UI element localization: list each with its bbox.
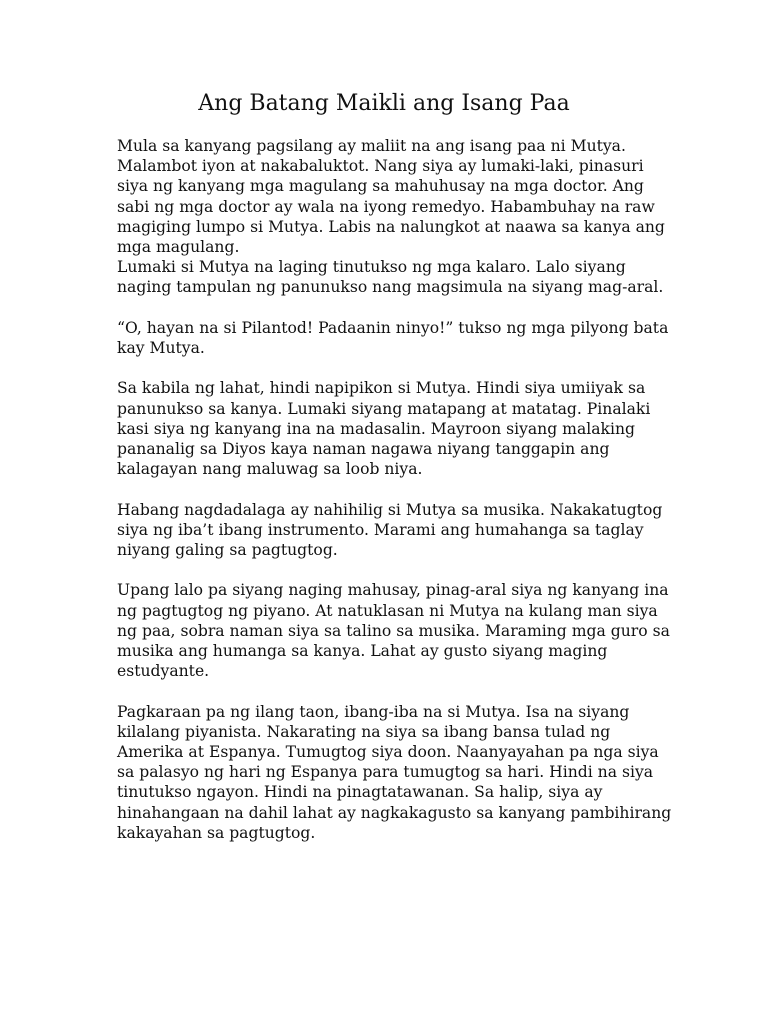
text-line: “O, hayan na si Pilantod! Padaanin ninyo!” tukso ng mga pilyong bata — [117, 318, 669, 337]
text-line: ng paa, sobra naman siya sa talino sa musika. Maraming mga guro sa — [117, 621, 670, 640]
text-line: hinahangaan na dahil lahat ay nagkakagusto sa kanyang pambihirang — [117, 803, 672, 822]
text-line: Malambot iyon at nakabaluktot. Nang siya ay lumaki-laki, pinasuri — [117, 157, 644, 176]
page-title: Ang Batang Maikli ang Isang Paa — [198, 91, 570, 116]
text-line: sabi ng mga doctor ay wala na iyong remedyo. Habambuhay na raw — [117, 197, 655, 216]
paragraph — [117, 580, 677, 681]
text-line: ng pagtugtog ng piyano. At natuklasan ni Mutya na kulang man siya — [117, 601, 658, 620]
text-line: Pagkaraan pa ng ilang taon, ibang-iba na si Mutya. Isa na siyang — [117, 702, 630, 721]
text-line: estudyante. — [117, 662, 210, 681]
paragraph — [117, 378, 677, 479]
text-line: Amerika at Espanya. Tumugtog siya doon. Naanyayahan pa nga siya — [117, 743, 659, 762]
text-line: magiging lumpo si Mutya. Labis na nalungkot at naawa sa kanya ang — [117, 217, 665, 236]
text-line: siya ng kanyang mga magulang sa mahuhusay na mga doctor. Ang — [117, 177, 644, 196]
text-line: kalagayan nang maluwag sa loob niya. — [117, 460, 423, 479]
paragraph — [117, 500, 677, 561]
paragraph — [117, 136, 677, 257]
text-line: niyang galing sa pagtugtog. — [117, 541, 338, 560]
text-line: kasi siya ng kanyang ina na madasalin. Mayroon siyang malaking — [117, 419, 635, 438]
text-line: siya ng iba’t ibang instrumento. Marami ang humahanga sa taglay — [117, 520, 644, 539]
text-line: kay Mutya. — [117, 339, 205, 358]
paragraph — [117, 702, 677, 843]
text-line: Sa kabila ng lahat, hindi napipikon si Mutya. Hindi siya umiiyak sa — [117, 379, 646, 398]
text-line: tinutukso ngayon. Hindi na pinagtatawanan. Sa halip, siya ay — [117, 783, 603, 802]
text-line: pananalig sa Diyos kaya naman nagawa niyang tanggapin ang — [117, 440, 610, 459]
text-line: Upang lalo pa siyang naging mahusay, pinag-aral siya ng kanyang ina — [117, 581, 669, 600]
text-line: sa palasyo ng hari ng Espanya para tumugtog sa hari. Hindi na siya — [117, 763, 654, 782]
paragraph — [117, 318, 677, 358]
story-body — [117, 136, 677, 863]
text-line: Lumaki si Mutya na laging tinutukso ng mga kalaro. Lalo siyang — [117, 258, 626, 277]
text-line: Mula sa kanyang pagsilang ay maliit na ang isang paa ni Mutya. — [117, 137, 626, 155]
paragraph — [117, 257, 677, 297]
text-line: musika ang humanga sa kanya. Lahat ay gusto siyang maging — [117, 642, 608, 661]
text-line: panunukso sa kanya. Lumaki siyang matapang at matatag. Pinalaki — [117, 399, 651, 418]
text-line: kilalang piyanista. Nakarating na siya sa ibang bansa tulad ng — [117, 722, 611, 741]
text-line: naging tampulan ng panunukso nang magsimula na siyang mag-aral. — [117, 278, 664, 297]
text-line: mga magulang. — [117, 238, 240, 257]
text-line: kakayahan sa pagtugtog. — [117, 823, 316, 842]
text-line: Habang nagdadalaga ay nahihilig si Mutya sa musika. Nakakatugtog — [117, 500, 663, 519]
